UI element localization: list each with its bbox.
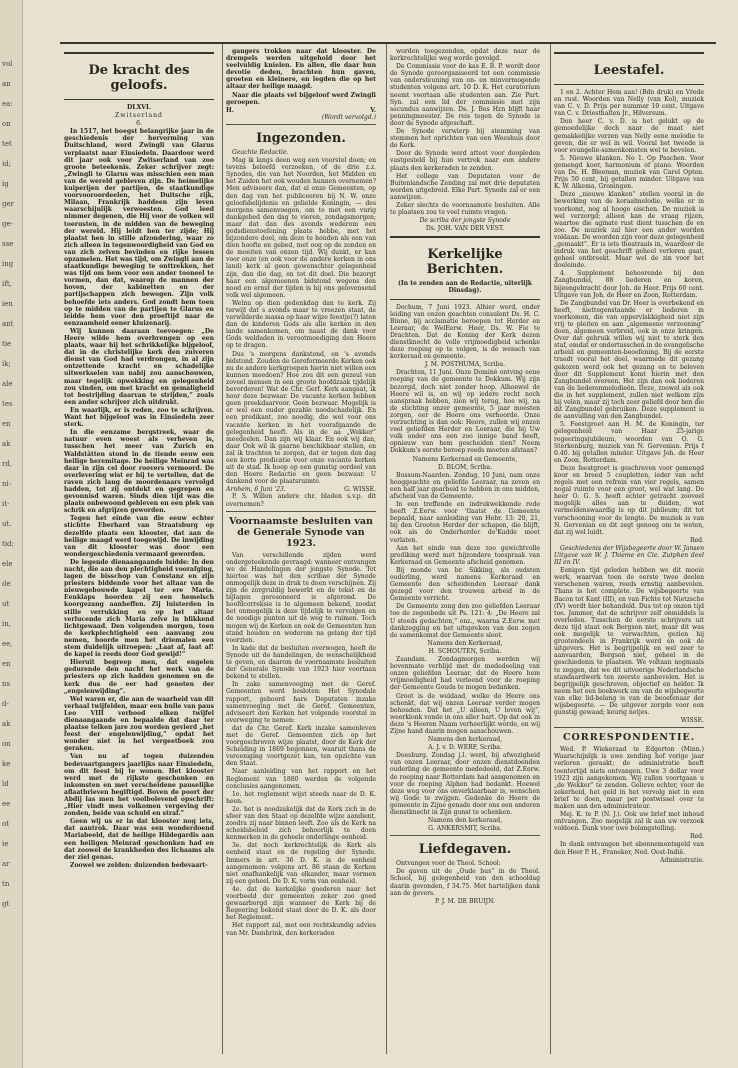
gutter-fragment: ift, — [2, 280, 12, 288]
article-place: Zwitserland — [115, 112, 163, 120]
gutter-fragment: it- — [2, 500, 10, 508]
gutter-fragment: d- — [2, 700, 9, 708]
gutter-fragment: ge- — [2, 220, 13, 228]
gutter-fragment: ke — [2, 760, 11, 768]
signature: Namens den kerkeraad, — [427, 736, 503, 744]
paragraph: Geen wij us er in dat klooster nog iets, dat aantrok. Daar was een wonderdoend Mariabeeld, dat de heilige Hildegardis aan een heiligen Meinrad geschonken had en dat zoowel de krankheden des lichaams als der ziel genas. — [64, 818, 214, 861]
gutter-fragment: gt — [2, 900, 10, 908]
paragraph: Door de Synode werd attest voor doopleden vastgesteld bij hun vertrek naar een andere plaats den kerkeraden te zenden. — [390, 150, 540, 172]
paragraph: De Synode verwierp bij stemming van stemmen het oprichten van een Weeshuis door de Kerk. — [390, 128, 540, 150]
section-title: Ingezonden. — [256, 130, 346, 146]
gutter-fragment: ee, — [2, 640, 13, 648]
signature-place: Arnhem, 6 Juni '23. — [226, 486, 286, 494]
paragraph: Hieruit begreep men, dat engelen gedurende den nacht het werk van de priesters op zich hadden genomen en de kerk dus de eer had genoten der „engelenwijding”. — [64, 659, 214, 695]
divider — [554, 727, 704, 728]
article-title: De kracht des geloofs. — [88, 63, 190, 93]
top-rule — [60, 42, 716, 44]
signature: D. BLOM, Scriba. — [437, 463, 493, 471]
gutter-fragment: ot — [2, 820, 10, 828]
section-header — [554, 52, 704, 85]
paragraph: Geschiedenis der Wijsbegeerte door W. Jansen Uitgave van W. J. Thieme en Cie. Zutphen deel III en IV. — [554, 544, 704, 567]
article-part: 6. — [136, 120, 142, 128]
gutter-fragment: ig — [2, 180, 9, 188]
column-divider — [550, 44, 551, 1054]
gutter-fragment: tet — [2, 140, 12, 148]
paragraph: Zeker slechts de voornaamste besluiten. Alle te plaatsen zou te veel ruimte vragen. — [390, 201, 540, 217]
gutter-fragment: de — [2, 580, 11, 588]
paragraph: 4e. dat de kerkelijke goederen naar het voorbeeld der gemeenten zeker zoo goed gewaarborgd zijn wanneer de Kerk bij de Regeering bekend staat door de D. K. als door het Reglement. — [226, 885, 376, 922]
paragraph: 4. Supplement behoorende bij den Zangbundel, 88 liederen en koren, bijeengebracht door Joh. de Heer. Prijs 60 cent. Uitgave van Joh. de Heer en Zoon, Rotterdam. — [554, 270, 704, 299]
paragraph: Bij monde van br. Sikking, als oudsten ouderling, werd namens Kerkeraad en Gemeente den scheidenden Leeraar dank gezegd voor den trouwen arbeid in de Gemeente verricht. — [390, 566, 540, 603]
paragraph: gangers trokken naar dat klooster. De drempels werden uitgehold door het veelvuldig knielen. En allen, die daar hun devotie deden, brachten hun gaven, groeten en kleinere, en legden die op het altaar der heilige maagd. — [226, 48, 376, 91]
paragraph: Ontvangen voor de Theol. School: — [396, 860, 501, 868]
paragraph: 3e. dat noch kerkrechtelijk de Kerk als eenheid staat en de regeling der Synode. Immers in art. 36 D. K. is de eenheid aangenomen: volgens art. 86 staan de Kerken niet onafhankelijk van elkander, maar vormen zij een geheel. De D. K. vorm van eenheid. — [226, 842, 376, 885]
paragraph: Van nu af togen duizenden bedevaartgangers jaarlijks naar Einsiedeln, om dit feest bij te wonen. Het klooster werd met de rijkste geschenken en inkomsten en met verscheidene pauselijke aflaatbrieven begiftigd. Boven de poort der Abdij las men het voolbolevend opschrift: „Hier vindt men volkomen vergeving der zonden, beide van schuld en straf.” — [64, 753, 214, 818]
signature: WISSE. — [680, 717, 704, 725]
paragraph: De Commissie voor de kas E. B. P. wordt door de Synode gereorganiseerd tot een commissie van ondersteuning van on- en minvermogende studenten volgens art. 10 D. K. Het curatorium neemt voortaan alle studenten aan. Zie Part. Syn. zal een lid der commissie met zijn secundus aanwijzen. Ds. J. Bos Hzn blijft haar penningmeester. De reis tegen de Synode is door de Synode afgeschaft. — [390, 63, 540, 127]
paragraph: Van verschillende zijden werd ondergeteekende gevraagd: wanneer ontvangen we de Handelingen der jongste Synode. Tot hiertoe was het den scribae der Synode onmogelijk deze in druk te doen verschijnen. Zij zijn de zorgvuldig bewerkt en de tekst en de bijlagen geresoneerd is afgerond. De hoofdcorreksie is te algemeen bekend, zoodat het onmogelijk is deze tijdelijk te vervolgen en de noodige punten uit de weg te ruimen. Toch mogen wij de Kerken en ook de Gemeenten hun stand houden en wederom na gelang der tijd voorzien. — [226, 551, 376, 644]
signature-row — [226, 486, 376, 493]
gutter-fragment: ele — [2, 560, 13, 568]
signature: Red. — [689, 536, 704, 544]
gutter-fragment: on — [2, 120, 11, 128]
paragraph: 1e. het reglement wijst steeds naar de D. K. heen. — [226, 790, 376, 805]
previous-page-gutter — [0, 0, 23, 1068]
gutter-fragment: ns — [2, 680, 11, 688]
gutter-fragment: tid; — [2, 540, 14, 548]
gutter-fragment: vol — [2, 60, 13, 68]
paragraph: Zaandam. Zondagmorgen werden wij bovenmate verblijd met de mededeeling van onzen geliefden Leeraar, dat de Heere hem vrijmoedigheid had verleend voor de roeping der Gemeente Gouda te mogen bedanken. — [390, 656, 540, 692]
paragraph: dat de Chr. Geref. Kerk inzake samenleven met de Geref. Gemeenten zich op het voorgeschreven wijze plaatst, door de Kerk der Scheiding in 1869 begonnen, waaruit thans de vereeniging voortgezet kan, ten opzichte van den Staat. — [226, 724, 376, 768]
paragraph: Den heer C. v. D. is het gelukt op de gemoedelijke doch naar de maat niet gemakkelijke verzen van Nelly eene melodie te geven, die er wel in wil. Vooral het tweede is voor evangelie-samenkomsten wel te bevelen. — [554, 118, 704, 154]
section-title: Liefdegaven. — [418, 842, 512, 858]
gutter-fragment: sse — [2, 240, 14, 248]
signature: Namens Kerkeraad en Gemeente, — [412, 455, 518, 463]
paragraph: Aan het einde van deze zoo gewichtvolle prediking werd met bijzondere toespraak van Kerkeraad en Gemeente afscheid genomen. — [390, 544, 540, 566]
gutter-fragment: en — [2, 660, 11, 668]
gutter-fragment: rd, — [2, 460, 13, 468]
gutter-fragment: ni- — [2, 480, 12, 488]
signature: A. J. v. D. WERF, Scriba. — [428, 744, 502, 752]
signature: Red. — [689, 833, 704, 841]
paragraph: Mag ik langs deen weg een voorstel doen; en tevens beleefd verzoeken, of de drie z.z. Synodes, die van het Noorden, het Midden en het Zuiden het ook wouden hunnen overnemen? Men adviseere dan, dat al onze Gemeenten, op den dag van het publiceeren bij N. W. onze geloofsbelijdenis en gelielde Koningin, — des morgens samenvoegen, om te met een vurig dankgebed den dag te vieren, zondagsmorgen; maar dat dan des avonds wederom een godsdienstoefening plaats hebbe, met het bijzondere doel, om deze te houden als een van dien hoofte en gebed, met oog op de zonden en de moeiten van onzen tijd. Wij dunkt, er kan voor onze (en ook voor de andere kerken in ons land) kerk al geen gewenschter gelegenheid zijn, dan die dag, en tot dit doel. Die bezorgt haar een algemeenen bidstond wegens den nood en ernst der tijden is bij ons gelovensend volk wel algemeen. — [226, 157, 376, 299]
section-subtitle: (In te zenden aan de Redactie, uiterlijk Dinsdag). — [397, 280, 533, 295]
divider — [226, 124, 376, 125]
signature: G. WISSE. — [344, 486, 376, 494]
paragraph: Tegen het einde van die eeuw echter stichtte Eberhard van Straatsburg op dezelfde plaats een klooster, dat aan de heilige maagd werd toegewijd. De inwijding van dit klooster was door een wondergeschiedenis vermaard geworden. — [64, 515, 214, 558]
signature-title: De scriba der jongste Synode — [419, 217, 511, 225]
gutter-fragment: ak — [2, 440, 11, 448]
column-1 — [64, 48, 214, 1048]
gutter-fragment: ing — [2, 260, 14, 268]
paragraph: Mej. K. te P. (N. J.). Ook uw brief met inhoud ontvangen. Zoo mogelijk zal ik aan uw verzoek voldoen. Dank voor uwe belangstelling. — [554, 811, 704, 833]
signature: V. — [370, 106, 376, 114]
paragraph: 2e. het is noodzakelijk dat de Kerk zich in de sfeer van den Staat op dezelfde wijze aandient, zoodra zij naar binnen leeft. Zoo als de Kerk na scheidsbeleid zich behoorlijk te doen kenmerken in de geheele onderlinge eenheid. — [226, 805, 376, 842]
section-title: Leestafel. — [593, 63, 665, 78]
paragraph: En waarlijk, er is reden, zoo te schrijven. Want het bijgeloof was in Einsiedeln zeer sterk. — [64, 406, 214, 429]
column-3 — [390, 48, 540, 1048]
paragraph: De Gemeente zong den zoo geliefden Leeraar toe de zegenbede uit Ps. 121: 4: „De Heere zal U steeds gedachten,” enz., waarna Z.Eerw. met dankzegging en het uitspreken van den zegen de samenkomst der Gemeente sloot. — [390, 603, 540, 639]
paragraph: Deze feestgroet is geschreven voor gemengd koor en breed 5 coupletten, ieder van acht regels met een refrein van vier regels, samen nogal ruimte voor een groot, wel wat lang. De heer O. G. S. heeft echter getracht zooveel mogelijk alles aan te duiden, wat vermeldenswaardig is op dit jubileum; dit tot verschooning voor de lengte. De muziek is van N. Gervenian en dit zegt genoeg om te weten, dat zij wel luidt. — [554, 464, 704, 536]
gutter-fragment: ea: — [2, 100, 13, 108]
signature: H. — [226, 106, 234, 114]
gutter-fragment: on — [2, 740, 11, 748]
gutter-fragment: ik; — [2, 360, 11, 368]
paragraph: Dus 's morgens dankstond, en 's avonds bidstond. Zouden de Gereformeerde Kerken ook nu de andere kerkgroepen hierin niet willen een kunnen meedoen? Hoe zou dit een gezeul van zoveel mensen in een groote hoofdzaak tijdelijk bevorderen! Wat de Chr. Gerf. Kerk aangaat, ik hoor deze bezwaar. De vacante kerken hebben geen preekdaarvoor. Geen bezwaar. Mogelijk is er wel een ouder gezahle noodschadelijk. En een predikant, zoo noodig, die wel voor ons vacante kerken in het voorafgaande de gelegenheid heeft. Als in de aa „Wekker” meedeelen. Dan zijn wij klaar. En ook wij dan, daar Ook wil ik gaarne beschikbaar stellen, en zal ik trachten te zorgen, dat er tegen den dag een korte predicatie voor onze vacante kerken uit de stad. Ik hoop op een gunstig oordeel van den Heere Redactie en geen bezwaar. U dankend voor de plaatsruimte. — [226, 350, 376, 486]
gutter-fragment: ger — [2, 200, 14, 208]
signature: Namens den Kerkeraad, — [427, 639, 503, 647]
gutter-fragment: ak — [2, 720, 11, 728]
paragraph: Het rapport zal, met een rechtskundig advies van Mr. Dambrink, den kerkeraden — [226, 922, 376, 937]
paragraph: Bussum-Naarden. Zondag, 10 Juni, nam onze hooggeachte en geliefde Leeraar, na zeven en een half jaar gearbeid te hebben in ons midden, afscheid van de Gemeente. — [390, 471, 540, 500]
signature: G. ANKERSMIT, Scriba. — [428, 825, 502, 833]
gutter-fragment: ee — [2, 800, 11, 808]
paragraph: 5. Nieuwe klanken. No 1. Op Paschen. Voor gemengd koor, harmonium of piano. Woorden van Ds. H. Bleeman, muziek van Carel Opten. Prijs 50 cent, bij getallen minder. Uitgave van K. W. Alkema, Groningen. — [554, 154, 704, 191]
paragraph: Wed. P. Wiekeraad te Edgerton (Minn.) Waarschijnlijk is uwe zending hof vorige jaar verloren geraakt; de administratie heeft toentertijd niets ontvangen. Uwe 3 dollar voor 1923 zijn aangekomen. Wij zullen voortgaan u „de Wekker” te zenden. Gelieve echter, voor de zekerheid, het geld in het vervolg niet in een brief te doen, maar per postwissel over te maken aan den administrateur. — [554, 746, 704, 810]
paragraph: In 1517, het boegst belangrijke jaar in de geschiedenis der hervorming van Duitschland, werd Zwingli van Glarus verplaatst naar Einsiedeln. Daardoor werd dit jaar ook voor Zwitserland van zoo groote beteekenis. Zeker schrijver zegt: „Zwingli te Glarus was misschien een man van de wereld gebleven zijn. De heimelijke kuiperijen der partijen, de staatkundige voorvooroordeelen, het Duitsche rijk, Milaan, Frankrijk haddeen zijn leven waarschijnlijk verwoesten. God leed nimmer degenen, die Hij voor de volken wil toerusten, in de midden van de beweging der wereld. Hij leidt hen ter zijde; Hij plaatst hen in stille afzondering, waar zo zich alleen in tegenwoordigheid van God en van zich zelven bevinden en rijke lessen opzamelen. Het was tijd, om Zwingli aan de staatkundige beweging te onttrekken, het was tijd om hem voor een ander tooneel te vormen, dan dat, waarop de mannen der hoven, der kabinetten en der partijschappen zich bewogen. Zijn volk behoefde iets anders. God zondt hem toen op te midden van de partijen te Glarus en leidde hem voor den proeftijd naar de eenzaamheid eener kluizenarij. — [64, 128, 214, 327]
column-divider — [386, 44, 387, 1054]
paragraph: In een treffende en indrukwekkende rede heeft Z.Eerw. voor 'tlaatst de Gemeente bepaald, naar aanleiding van Hebr. 13: 20, 21, bij den Grooten Herder der schapen, die blijft, ook als de Onderherder de'Kudde moet verlaten. — [390, 501, 540, 544]
gutter-fragment: ant — [2, 320, 14, 328]
column-4 — [554, 48, 704, 1048]
divider — [226, 511, 376, 512]
signature-row — [226, 107, 376, 114]
paragraph: Wel waren er, die aan de waarheid van dit verhaal twijfelden, maar een bulle van paus Leo VIII verbood elken twijfel dienaangaande en bepaalde dat daar ter plaatse telken jare zou worden gevierd „het feest der engelenwijding,” opdat het wonder niet in het vergeetboek zou geraken. — [64, 695, 214, 753]
signature: P. J. M. DE BRUIJN. — [435, 897, 495, 905]
gutter-fragment: tie — [2, 340, 12, 348]
gutter-fragment: tn — [2, 880, 10, 888]
article-number: DLXVI. — [127, 104, 151, 111]
gutter-fragment: ien — [2, 300, 13, 308]
signature: Administratie. — [660, 856, 704, 864]
gutter-fragment: ale — [2, 380, 13, 388]
gutter-fragment: en — [2, 420, 11, 428]
paragraph: Het college van Deputaten voor de Buitenlandsche Zending zal met drie deputaten worden uitgebreid. Elke Part. Synode zal er een aanwijzen. — [390, 172, 540, 201]
paragraph: De gaven uit de „Oude bus” in de Theol. School, bij gelegenheid van den schooldag daarin gevonden, f 34.75. Met hartelijken dank aan de gevers. — [390, 868, 540, 897]
paragraph: Doesburg. Zondag j.l. werd, bij afwezigheid van onzen Leeraar, door onzen dienstdoenden ouderling de gemeente mededeeld, dat Z.Eerw. de roeping naar Rotterdam had aangenomen en voor de roeping Alphen had bedankt. Hoewel deze weg voor ons onverklaarbaar is, wenschen wij Gode te zwijgen. Gedenke de Heere de gemeente in Zijne genade door ons een anderen dienstknecht in Zijn gunst te schenken. — [390, 752, 540, 816]
gutter-fragment: ie — [2, 840, 9, 848]
postscript: P. S. Willen andere chr. bladen s.v.p. dit overnemen? — [226, 493, 376, 508]
gutter-fragment: in, — [2, 620, 11, 628]
section-title: Kerkelijke Berichten. — [426, 247, 504, 278]
signature: Ds. JOH. VAN DER VEST. — [425, 225, 505, 233]
paragraph: worden toegezonden, opdat deze naar de kerkrechtelijke weg worde gevolgd. — [390, 48, 540, 63]
gutter-fragment: ut. — [2, 520, 12, 528]
section-header — [390, 236, 540, 299]
salutation: Geachte Redactie. — [232, 148, 289, 156]
continued-note: (Wordt vervolgd.) — [321, 113, 376, 121]
paragraph: Deze „nieuwe klanken” stellen vooral in de bewerking van de koraalmelodie, welke er in voorkomt, nog al hooge eischen. De muziek is wel verzorgd; alleen kan de vraag rijzen, waartoe die aginate rust dient tusschen de en zoo. De muziek zal hier een ander worden voldaan. De woorden zijn voor deze gelegenheid „gemaakt”. Er is iets theatraals in, waardoor de indruk van het geschrift geheel verloren gaat, geheel ontbreekt. Maar wel de zin voor het doeleinde. — [554, 191, 704, 270]
section-title: Voornaamste besluiten van de Generale Synode van 1923. — [229, 515, 373, 549]
section-title: CORRESPONDENTIE. — [562, 732, 696, 744]
gutter-fragment: tes — [2, 400, 13, 408]
paragraph: In zake samenvoeging met de Geref. Gemeenten werd besloten: Het Synodale rapport, gehoord hare Deputaten inzake samenvoeging met de Geref. Gemeenten, adviseert den Kerken het volgende voorstel in overweging te nemen: — [226, 681, 376, 724]
gutter-fragment: ut — [2, 600, 10, 608]
paragraph: Zoowel we zelden: duizenden bedevaart- — [70, 861, 208, 869]
paragraph: 1 en 2. Achter Hem aan! (Bdn druk) en Vrede en rust. Woorden van Nelly (van Kol), muziek van C. v. D. Prijs per nummer 10 cent. Uitgave van C. v. Driesthalten Jr., Hilversum. — [554, 89, 704, 118]
column-2 — [226, 48, 376, 1048]
paragraph: Welnu op dien gedenkdag dan te kerk. Zij terwijl dat s avonds maar te vreezen staat, de verwilderde massa op haar wijze feestje(?) laten dan de kinderen Gods als alle kerken in den lande samenkomen, om naast de dank voor Gods weldaden in verootmoediging den Heere op te dragen. — [226, 299, 376, 350]
paragraph: In kade dat de besluiten overwogen, heeft de Synode uit de handelingen, de wenschelijkheid te geven, en daarom de voornaamste besluiten der Generale Synode van 1923 hier voortaan bekend te stellen. — [226, 644, 376, 681]
paragraph: Dochum, 7 Juni 1923. Alhier werd, onder leiding van onzen geachten consulent Ds. H. C. Binne, bij acclamatie beroepen tot Herder en Leeraar, de WelEerw. Heer, Ds. W. Fie te Drachten. Dat de Koning der Kerk dezen dienstknecht de volle vrijmoedigheid schenke deze roeping op te volgen, is de wensch van kerkeraad en gemeente. — [390, 303, 540, 361]
paragraph: Wij kunnen daaraan toevoegen: „De Heere wilde hem overbrengen op een plaats, waar hij het schrikkelijke bijgeloof, dat in de christelijke kerk den zuiveren dienst van God had verdrongen, in al zijn ontzettende kracht en schadelijke uitwerkselen van nabij zou aanschouwen, maar tegelijk opwekking en gelegenheid zou vinden, om met kracht en gemaligheid tot bestrijding daarvan te strijden,” zoals een ander schrijver zich uitdrukt. — [64, 327, 214, 406]
gutter-fragment: an — [2, 80, 11, 88]
paragraph: Eenigen tijd geleden hebben we dit mooie werk, waarvan toen de eerste twee deelen verschenen waren, reeds ernstig aanbevolen. Thans is het complete. De wijsbegeerte van Bacon tot Kant (III), en van Fichte tot Nietzsche (IV) wordt hier behandeld. Dus tot op onzen tijd toe. Jammer, dat de schrijver zelf onmiddels is overleden. Tusschen de eerste schrijvers uit deze tijd staat ook Bergson niet, maar dit was ook mogelijk te verwachten, gezien hij grootendeels in Frankrijk werd en ook de uitgevers. Het is begrijpelijk en wel zeer te aanvaarden, Bergson niet, geheel in de geschiedenis te plaatsen. We voltaan nogmaals te zeggen, dat we dit uitvoerige Nederlandsche standaardwerk ten zeerste aanbevelen. Het is begrijpelijk geschreven, objectief en helder. Ik neem het een boekwerk om van de wijsbegeerte van elke lid-belang is van de beoefenaar der wijsbegeerte. — De uitgever zorgde voor een gunstig gewaad; keurig netjes. — [554, 567, 704, 717]
article-header — [64, 52, 214, 100]
paragraph: De legende dienaangaande luidde: In den nacht, die aan den plechtigheid voorafging, lagen de bisschop van Constanz en zijn priesters biddende voor het altaar van de nieuwgebouwde kapel ter ere Maria. Eenklaps hoorden zij een hemelsch koorgezang aanheffen. Zij luisterden in stille verrukking en op het altaar verlucende zich Maria zelve in blikkend lichtgewaad. Den volgenden morgen, toen de kerkplechtigheid een aanvang zou nemen, hoorde men het driemalen een stem duidelijk uitroepen: „Laat af, laat af! de kapel is reeds door God gewijd!” — [64, 558, 214, 659]
signature: H. SCHOUTEN, Scriba. — [428, 647, 502, 655]
paragraph: Naar aanleiding van het rapport en het Reglement van 1880 werden de volgende conclusies aangenomen. — [226, 768, 376, 790]
gutter-fragment: ar — [2, 860, 10, 868]
signature: Namens den kerkeraad, — [427, 817, 503, 825]
paragraph: Naar die plaats vel bijgeloof werd Zwingli geroepen. — [226, 91, 376, 106]
gutter-fragment: ld — [2, 780, 9, 788]
column-divider — [222, 44, 223, 1054]
gutter-fragment: id; — [2, 160, 12, 168]
paragraph: In die eenzame bergstreek, waar de natuur even woest als verheven is, tusschen het meer van Zurich en Waldstätten stond in de tiende eeuw een heilige heremitage. De heilige Meinrad was daar in zijn cel door roovers vermoord. De overlevering wist er bij te vertellen, dat de raven zich lang de moordenaars vervolgd hadden, tot zij ontdekt en gegrepen en gevonnisd waren. Sinds dien tijd was die plaats onbewoond gebleven en een plek van schrik en afgrijzen geworden. — [64, 429, 214, 515]
paragraph: Groot is de weldaad, welke de Heere ons schenkt, dat wij onzen Leeraar verder mogen behouden. Dat het „U alleen, U loven wij”, weerklonk vonde in ons aller hart. Op dat ook in deze 's Heeren Naam verheerlijkt worde, en wij Zijne hand daarin mogen aanschouwen. — [390, 692, 540, 735]
paragraph: Drachten, 11 Juni. Onze Dominé ontving eene roeping van de gemeente te Dokkum. Wij zijn bezorgd, doch niet zonder hoop. Alhoewel de Heere wil is, en wij op iedere recht noch aanspraak hebben, zien wij terug, hoe wij, na de stichting onzer gemeente, 5 jaar moesten zorgen, eer de Heere ons verhoorde. Onze verzuchting is dan ook: Heere, zullen wij onzen veel geliefden Herder en Leeraar, die bij Uw volk onder ons een zoo innige band heeft, opnieuw van hem gescheiden zien? Neem Dokkum's eerste beroep reeds moeten afstaan? — [390, 369, 540, 455]
paragraph: 5. Feestgroet aan H. M. de Koningin, ter gelegenheid van Haar 25-jarige regeeringsjubileum, woorden van O. G. Sterkenburg, muziek van N. Gervenian. Prijs f 0.40. bij getallen minder. Uitgave Joh. de Heer en Zoon, Rotterdam. — [554, 421, 704, 464]
paragraph: De Zangbundel van Dr. Heer is overbekend en heeft, niettegenstaande er liederen in voorkomen, die van oppervlakkigheid niet zijn vrij te pleiten en aan „algemeene verzoening” doen, algemeen verbreid, ook in onze kringen. Over dat gebruik willen wij niet te sterk den staf, omdat er ondertusschen in de evangelische arbeid en gemeenten-beoefening. Bij de eerste traedt vooral het doel, waarmede dit gezang gekozen werd ook het gezang en te beleven door dit Supplement komt hierin met den Zangbundel overeen. Het zijn dan ook liederen van de liederenmelodieën. Deze, zoowel als ook die in het supplement, zullen niet welkom zijn bij velen, maar zij toch zeer geliefd door hen die dit Zangbundel gebruiken. Deze supplement is de aanvulling van den Zangbundel. — [554, 299, 704, 421]
signature: J. M. POSTHUMA, Scriba. — [424, 361, 506, 369]
divider — [390, 835, 540, 836]
paragraph: In dank ontvangen het abonnementsgeld van den Heer P. H., Franeker, Ned. Oost-Indië. — [554, 841, 704, 856]
